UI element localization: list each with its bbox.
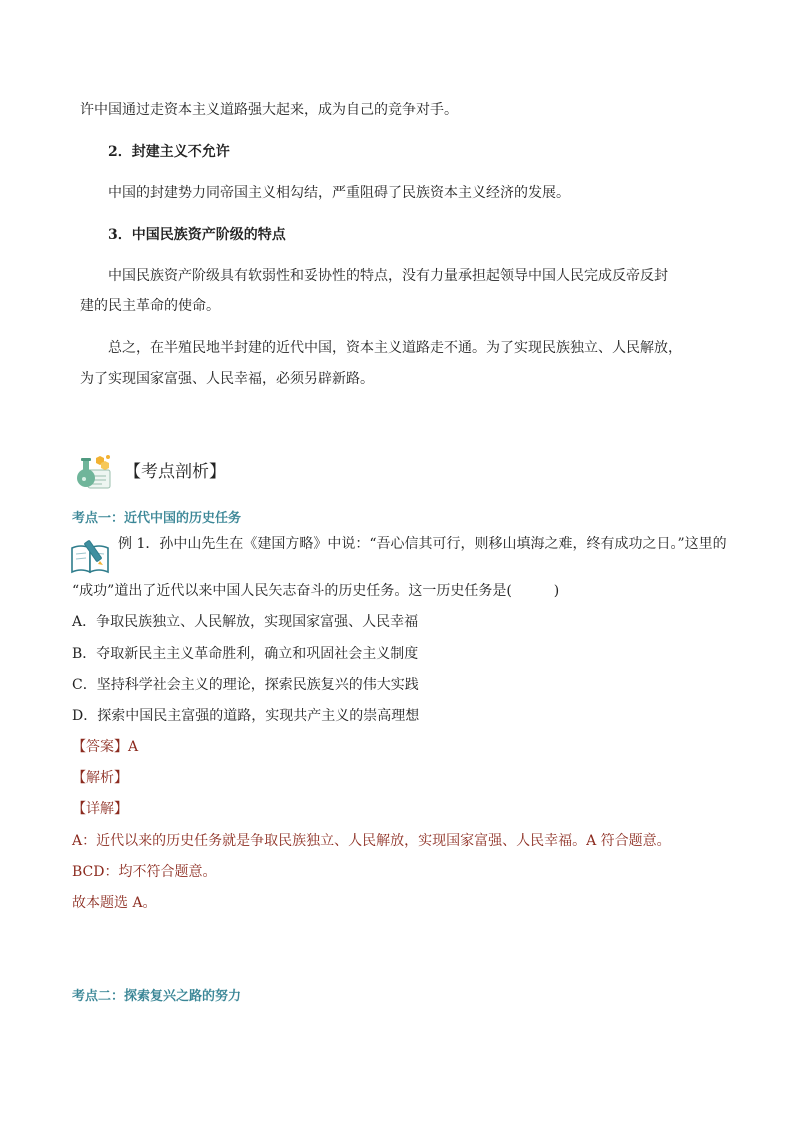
flask-icon [74, 452, 114, 492]
option-c: C．坚持科学社会主义的理论，探索民族复兴的伟大实践 [72, 677, 419, 693]
detail-line3: 故本题选 A。 [72, 895, 157, 911]
section-title: 【考点剖析】 [124, 462, 226, 482]
detail-label: 【详解】 [72, 801, 128, 817]
question-line1: 例 1．孙中山先生在《建国方略》中说：“吾心信其可行，则移山填海之难，终有成功之日。”这里的 [118, 536, 727, 552]
book-pencil-icon [70, 538, 112, 574]
analysis-label: 【解析】 [72, 770, 128, 786]
paragraph-bourgeoisie-line2: 建的民主革命的使命。 [80, 298, 220, 314]
section-header [74, 452, 226, 492]
paragraph-bourgeoisie-line1: 中国民族资产阶级具有软弱性和妥协性的特点，没有力量承担起领导中国人民完成反帝反封 [108, 268, 668, 284]
answer-label: 【答案】 [72, 739, 128, 755]
answer-line [72, 737, 138, 757]
paragraph-continuation: 许中国通过走资本主义道路强大起来，成为自己的竞争对手。 [80, 102, 458, 118]
point2-title: 考点二：探索复兴之路的努力 [72, 989, 242, 1004]
paragraph-feudalism: 中国的封建势力同帝国主义相勾结，严重阻碍了民族资本主义经济的发展。 [108, 185, 570, 201]
detail-line2: BCD：均不符合题意。 [72, 864, 217, 880]
detail-line1: A：近代以来的历史任务就是争取民族独立、人民解放，实现国家富强、人民幸福。A 符合题意。 [72, 833, 671, 849]
heading-3: 3．中国民族资产阶级的特点 [108, 227, 286, 243]
heading-2: 2．封建主义不允许 [108, 144, 230, 160]
answer-value: A [128, 739, 139, 755]
paragraph-summary-line2: 为了实现国家富强、人民幸福，必须另辟新路。 [80, 371, 374, 387]
option-a: A．争取民族独立、人民解放，实现国家富强、人民幸福 [72, 614, 419, 630]
option-b: B．夺取新民主主义革命胜利，确立和巩固社会主义制度 [72, 646, 419, 662]
paragraph-summary-line1: 总之，在半殖民地半封建的近代中国，资本主义道路走不通。为了实现民族独立、人民解放， [108, 340, 682, 356]
option-d: D．探索中国民主富强的道路，实现共产主义的崇高理想 [72, 708, 420, 724]
point1-title: 考点一：近代中国的历史任务 [72, 511, 242, 526]
question-line2: “成功”道出了近代以来中国人民矢志奋斗的历史任务。这一历史任务是( ) [72, 583, 560, 599]
